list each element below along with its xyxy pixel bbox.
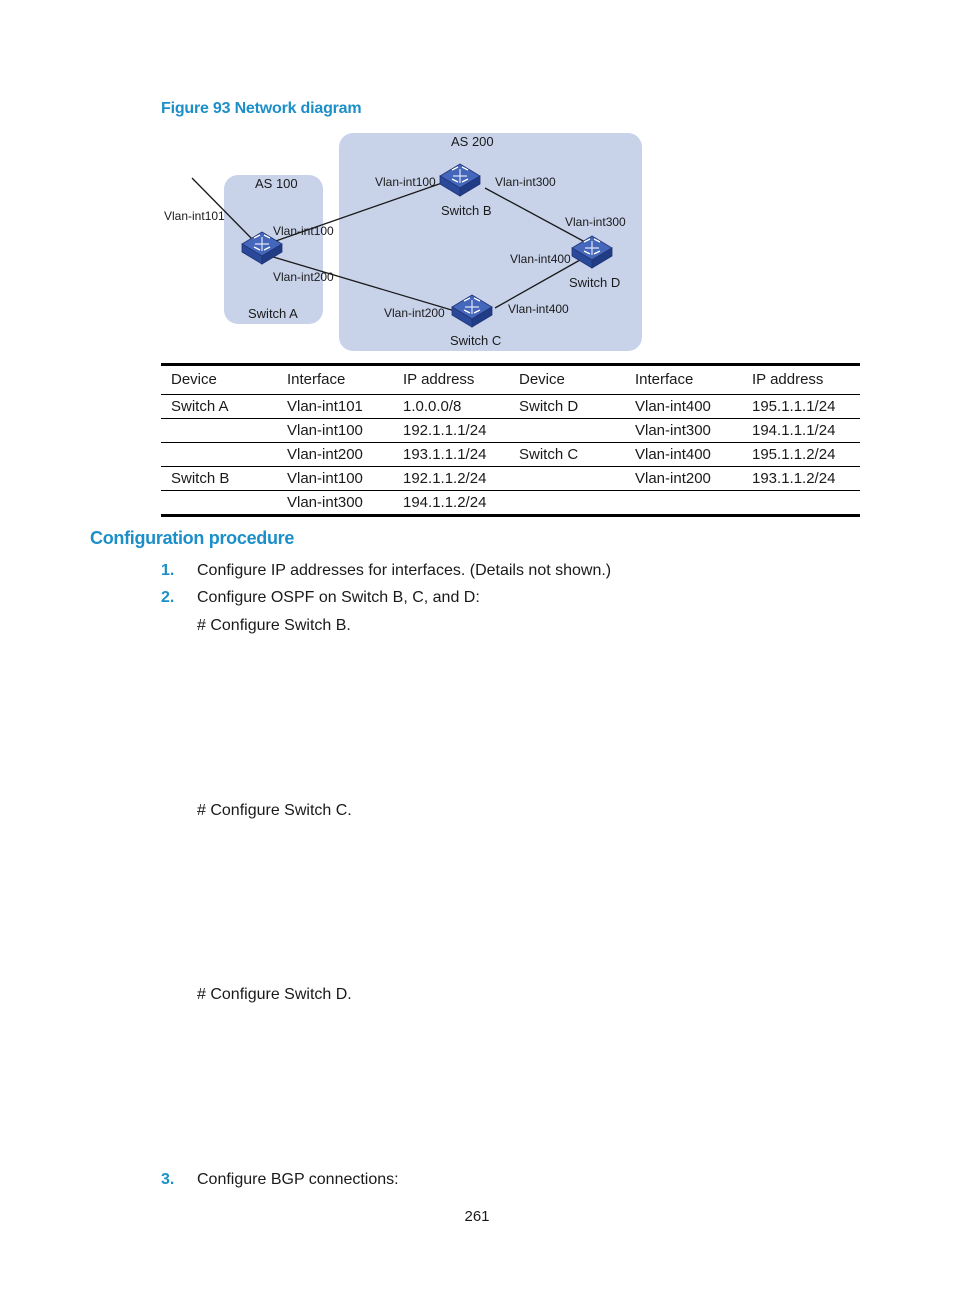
table-cell bbox=[509, 491, 625, 516]
table-cell: 193.1.1.2/24 bbox=[742, 467, 860, 491]
config-switch-b-note: # Configure Switch B. bbox=[197, 617, 351, 634]
col-header: Interface bbox=[277, 365, 393, 395]
table-header-row bbox=[161, 365, 860, 395]
table-row bbox=[161, 419, 860, 443]
table-cell bbox=[742, 491, 860, 516]
step-number: 2. bbox=[161, 589, 175, 606]
table-cell bbox=[161, 491, 277, 516]
step-number: 1. bbox=[161, 562, 175, 579]
table-cell: Vlan-int100 bbox=[277, 467, 393, 491]
table-cell bbox=[161, 443, 277, 467]
section-title: Configuration procedure bbox=[90, 528, 295, 548]
table-cell: 194.1.1.2/24 bbox=[403, 494, 487, 511]
figure-title: Figure 93 Network diagram bbox=[161, 100, 362, 117]
col-header: IP address bbox=[742, 365, 860, 395]
col-header: Interface bbox=[625, 365, 742, 395]
table-cell bbox=[625, 491, 742, 516]
table-cell: Vlan-int400 bbox=[625, 395, 742, 419]
table-cell: Switch C bbox=[509, 443, 625, 467]
b-int300-label: Vlan-int300 bbox=[495, 175, 556, 189]
table-cell: Vlan-int300 bbox=[625, 419, 742, 443]
table-cell: Vlan-int101 bbox=[277, 395, 393, 419]
table-cell: Vlan-int400 bbox=[625, 443, 742, 467]
table-row bbox=[161, 443, 860, 467]
config-switch-c-note: # Configure Switch C. bbox=[197, 802, 352, 819]
a-int101-label: Vlan-int101 bbox=[164, 209, 225, 223]
table-cell bbox=[509, 419, 625, 443]
switch-b-name: Switch B bbox=[441, 203, 492, 218]
b-int100-label: Vlan-int100 bbox=[375, 175, 436, 189]
table-row bbox=[161, 491, 860, 516]
step-text: Configure OSPF on Switch B, C, and D: bbox=[197, 589, 480, 606]
as100-label: AS 100 bbox=[255, 176, 298, 191]
table-cell: 195.1.1.2/24 bbox=[742, 443, 860, 467]
table-cell: 192.1.1.2/24 bbox=[393, 467, 509, 491]
a-int100-label: Vlan-int100 bbox=[273, 224, 334, 238]
col-header: Device bbox=[509, 365, 625, 395]
table-cell: Vlan-int100 bbox=[277, 419, 393, 443]
table-cell: 195.1.1.1/24 bbox=[742, 395, 860, 419]
table-cell: 194.1.1.1/24 bbox=[742, 419, 860, 443]
table-cell: Vlan-int300 bbox=[287, 494, 363, 511]
table-cell: Switch A bbox=[161, 395, 277, 419]
step-text: Configure BGP connections: bbox=[197, 1171, 399, 1188]
switch-c-name: Switch C bbox=[450, 333, 502, 348]
table-cell: 192.1.1.1/24 bbox=[393, 419, 509, 443]
d-int300-label: Vlan-int300 bbox=[565, 215, 626, 229]
table-cell: Vlan-int200 bbox=[625, 467, 742, 491]
table-cell: Switch B bbox=[161, 467, 277, 491]
ip-address-table bbox=[161, 363, 860, 517]
d-int400-label: Vlan-int400 bbox=[510, 252, 571, 266]
table-cell: 1.0.0.0/8 bbox=[393, 395, 509, 419]
page-number: 261 bbox=[464, 1208, 490, 1225]
step-text: Configure IP addresses for interfaces. (Details not shown.) bbox=[197, 562, 612, 579]
c-int400-label: Vlan-int400 bbox=[508, 302, 569, 316]
table-cell bbox=[509, 467, 625, 491]
network-diagram bbox=[150, 128, 650, 358]
table-cell: Switch D bbox=[509, 395, 625, 419]
c-int200-label: Vlan-int200 bbox=[384, 306, 445, 320]
col-header: IP address bbox=[393, 365, 509, 395]
switch-a-name: Switch A bbox=[248, 306, 298, 321]
table-cell: Vlan-int200 bbox=[277, 443, 393, 467]
table-row bbox=[161, 395, 860, 419]
col-header: Device bbox=[161, 365, 277, 395]
switch-d-name: Switch D bbox=[569, 275, 621, 290]
table-row bbox=[161, 467, 860, 491]
config-switch-d-note: # Configure Switch D. bbox=[197, 986, 352, 1003]
table-cell: 193.1.1.1/24 bbox=[393, 443, 509, 467]
as200-label: AS 200 bbox=[451, 134, 494, 149]
table-cell bbox=[161, 419, 277, 443]
a-int200-label: Vlan-int200 bbox=[273, 270, 334, 284]
step-number: 3. bbox=[161, 1171, 175, 1188]
